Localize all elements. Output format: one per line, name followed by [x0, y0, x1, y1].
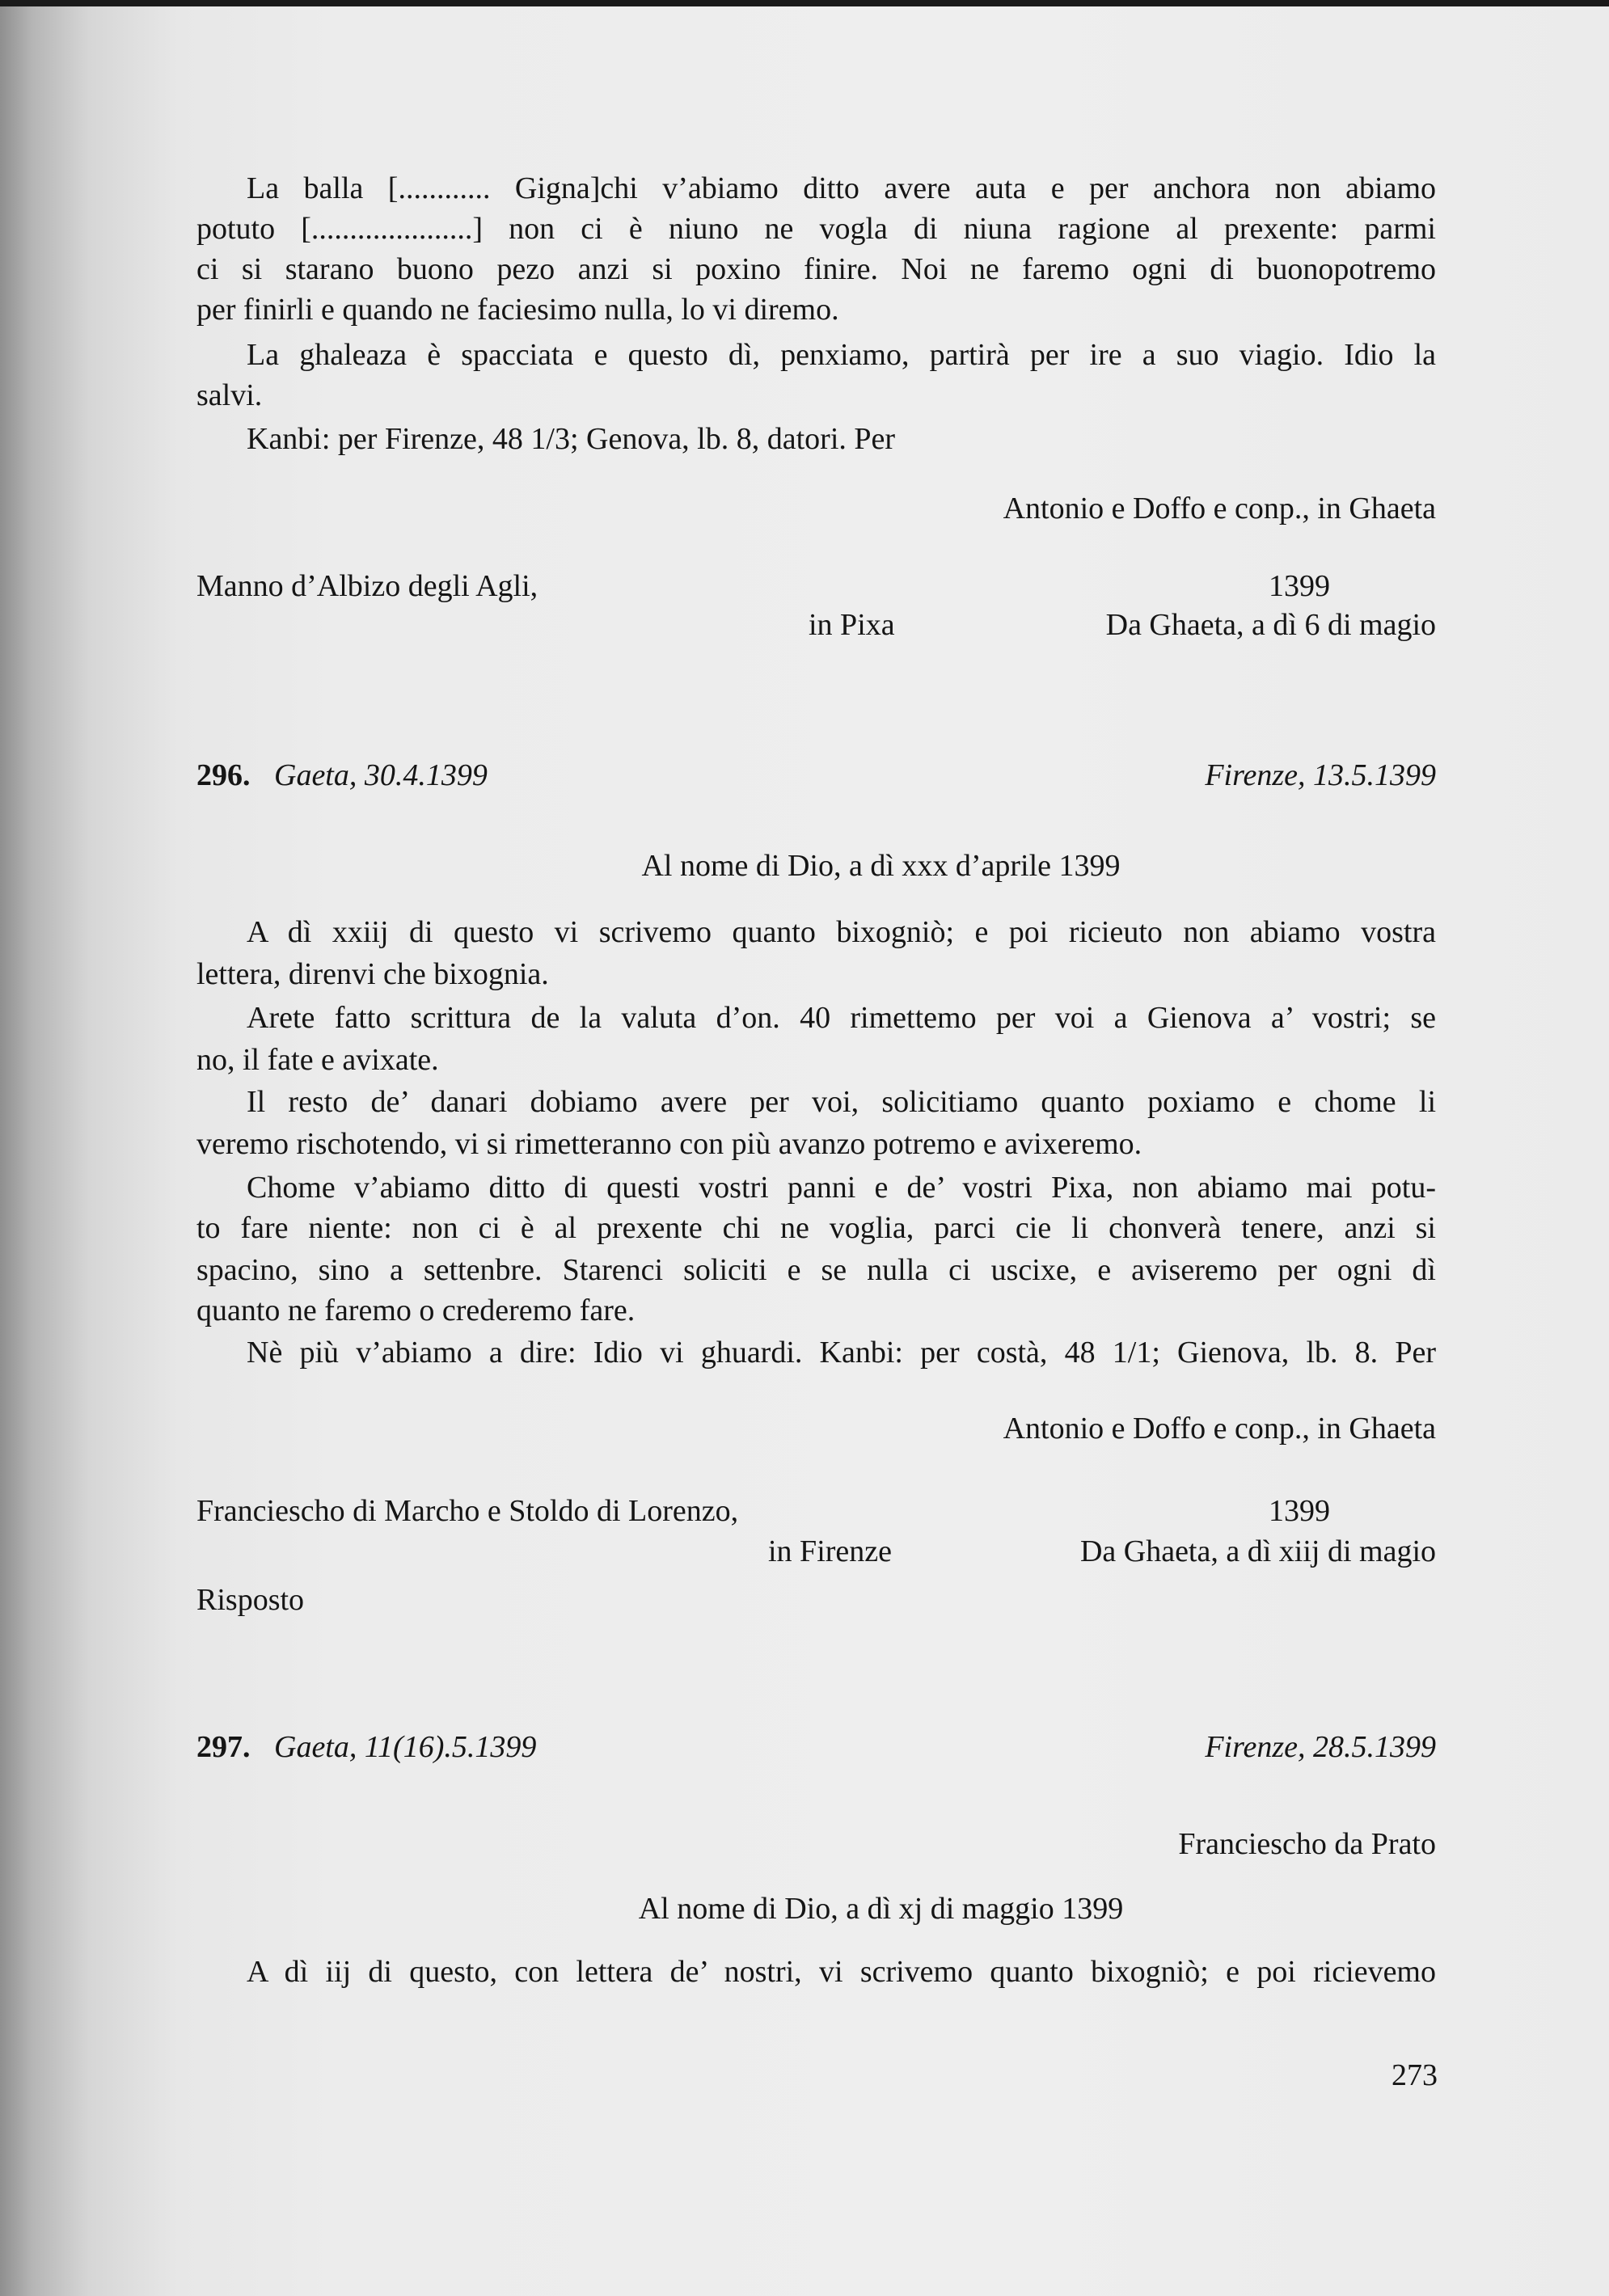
text-line: A dì iij di questo, con lettera de’ nostri, vi scrivemo quanto bixogniò; e poi ricievemo [247, 1955, 1436, 1989]
invocation: Al nome di Dio, a dì xxx d’aprile 1399 [641, 849, 1121, 883]
text-line: veremo rischotendo, vi si rimetteranno con più avanzo potremo e avixeremo. [196, 1127, 1142, 1161]
text-line: per finirli e quando ne faciesimo nulla, lo vi diremo. [196, 293, 839, 327]
addressee: Manno d’Albizo degli Agli, [196, 569, 538, 603]
year-note: 1399 [1269, 569, 1330, 603]
text-line: no, il fate e avixate. [196, 1043, 439, 1077]
text-line: La balla [............ Gigna]chi v’abiamo ditto avere auta e per anchora non abiamo [247, 171, 1436, 205]
text-line: Kanbi: per Firenze, 48 1/3; Genova, lb. 8, datori. Per [247, 422, 896, 456]
page-number: 273 [1392, 2058, 1438, 2092]
text-line: quanto ne faremo o crederemo fare. [196, 1294, 636, 1327]
response-note: Risposto [196, 1583, 305, 1617]
letter-origin: Gaeta, 11(16).5.1399 [274, 1730, 537, 1764]
received-note: Da Ghaeta, a dì 6 di magio [1105, 608, 1436, 642]
invocation: Al nome di Dio, a dì xj di maggio 1399 [638, 1892, 1124, 1926]
text-line: potuto [.....................] non ci è niuno ne vogla di niuna ragione al prexente: parmi [196, 212, 1436, 246]
text-line: Il resto de’ danari dobiamo avere per voi, solicitiamo quanto poxiamo e chome li [247, 1085, 1436, 1119]
letter-destination: Firenze, 13.5.1399 [1205, 758, 1436, 792]
text-line: Chome v’abiamo ditto di questi vostri panni e de’ vostri Pixa, non abiamo mai potu- [247, 1171, 1436, 1205]
signature: Antonio e Doffo e conp., in Ghaeta [1003, 1412, 1436, 1446]
addressee-place: in Pixa [809, 608, 895, 642]
letter-number: 297. [196, 1730, 251, 1764]
letter-origin: Gaeta, 30.4.1399 [274, 758, 488, 792]
main-text-block [196, 0, 1436, 2021]
text-line: salvi. [196, 378, 263, 412]
addressee-place: in Firenze [768, 1534, 893, 1568]
signature: Antonio e Doffo e conp., in Ghaeta [1003, 492, 1436, 525]
text-line: ci si starano buono pezo anzi si poxino finire. Noi ne faremo ogni di buonopotremo [196, 252, 1436, 286]
text-line: spacino, sino a settenbre. Starenci soliciti e se nulla ci uscixe, e aviseremo per ogni dì [196, 1253, 1436, 1287]
text-line: to fare niente: non ci è al prexente chi ne voglia, parci cie li chonverà tenere, anzi si [196, 1211, 1436, 1245]
addressee: Franciescho di Marcho e Stoldo di Lorenzo, [196, 1494, 739, 1528]
text-line: Arete fatto scrittura de la valuta d’on. 40 rimettemo per voi a Gienova a’ vostri; se [247, 1001, 1436, 1035]
addressee: Franciescho da Prato [1178, 1827, 1436, 1861]
text-line: A dì xxiij di questo vi scrivemo quanto bixogniò; e poi ricieuto non abiamo vostra [247, 915, 1436, 949]
text-line: La ghaleaza è spacciata e questo dì, penxiamo, partirà per ire a suo viagio. Idio la [247, 338, 1436, 372]
received-note: Da Ghaeta, a dì xiij di magio [1079, 1534, 1436, 1568]
letter-heading [196, 1727, 1436, 1767]
text-line: lettera, direnvi che bixognia. [196, 957, 549, 991]
text-line: Nè più v’abiamo a dire: Idio vi ghuardi. Kanbi: per costà, 48 1/1; Gienova, lb. 8. Per [247, 1336, 1436, 1370]
letter-number: 296. [196, 758, 251, 792]
letter-heading [196, 755, 1436, 796]
letter-destination: Firenze, 28.5.1399 [1205, 1730, 1436, 1764]
year-note: 1399 [1269, 1494, 1330, 1528]
